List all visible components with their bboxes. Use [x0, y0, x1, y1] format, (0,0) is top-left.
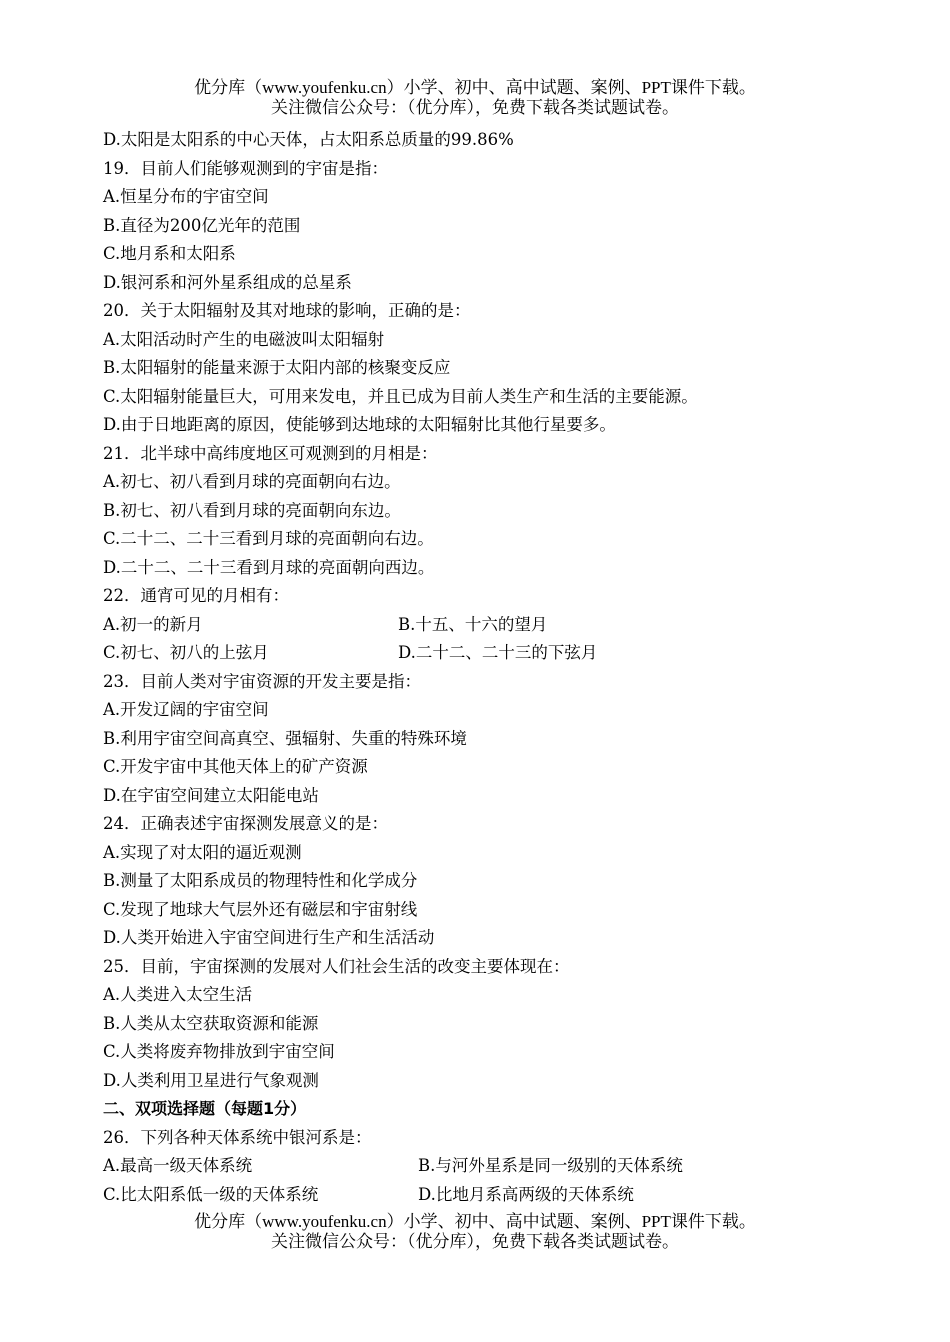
option-b: B.十五、十六的望月: [398, 614, 548, 634]
option-line: B.太阳辐射的能量来源于太阳内部的核聚变反应: [103, 358, 451, 377]
question-21: 21．北半球中高纬度地区可观测到的月相是：: [103, 443, 438, 463]
option-d: D.比地月系高两级的天体系统: [418, 1184, 634, 1204]
question-23: 23．目前人类对宇宙资源的开发主要是指：: [103, 671, 421, 691]
option-row: [103, 1152, 923, 1181]
option-a: A.最高一级天体系统: [103, 1156, 253, 1175]
option-line: B.人类从太空获取资源和能源: [103, 1013, 319, 1033]
option-line: B.直径为200亿光年的范围: [103, 215, 301, 235]
option-line: A.人类进入太空生活: [103, 985, 253, 1004]
option-line: D.在宇宙空间建立太阳能电站: [103, 785, 319, 805]
option-line: A.开发辽阔的宇宙空间: [103, 700, 269, 719]
header-line-1: 优分库（www.youfenku.cn）小学、初中、高中试题、案例、PPT课件下载。: [194, 78, 756, 97]
option-line: D.银河系和河外星系组成的总星系: [103, 272, 352, 292]
option-line: D.人类开始进入宇宙空间进行生产和生活活动: [103, 928, 435, 947]
option-c: C.比太阳系低一级的天体系统: [103, 1184, 319, 1204]
option-line: A.太阳活动时产生的电磁波叫太阳辐射: [103, 329, 385, 349]
question-25: 25．目前，宇宙探测的发展对人们社会生活的改变主要体现在：: [103, 956, 570, 976]
option-line: D.由于日地距离的原因，使能够到达地球的太阳辐射比其他行星要多。: [103, 415, 616, 434]
option-line: B.利用宇宙空间高真空、强辐射、失重的特殊环境: [103, 728, 467, 748]
question-24: 24．正确表述宇宙探测发展意义的是：: [103, 814, 388, 833]
option-b: B.与河外星系是同一级别的天体系统: [418, 1156, 683, 1175]
question-20: 20．关于太阳辐射及其对地球的影响，正确的是：: [103, 301, 471, 320]
footer-line-2: 关注微信公众号：（优分库），免费下载各类试题试卷。: [271, 1232, 679, 1251]
option-line: B.初七、初八看到月球的亮面朝向东边。: [103, 500, 401, 520]
footer-line-1: 优分库（www.youfenku.cn）小学、初中、高中试题、案例、PPT课件下载。: [194, 1212, 756, 1231]
option-line: A.恒星分布的宇宙空间: [103, 187, 269, 206]
option-row: [103, 639, 923, 668]
option-line: C.地月系和太阳系: [103, 244, 236, 263]
option-line: C.开发宇宙中其他天体上的矿产资源: [103, 757, 368, 776]
option-line: C.发现了地球大气层外还有磁层和宇宙射线: [103, 899, 418, 919]
option-line: D.二十二、二十三看到月球的亮面朝向西边。: [103, 557, 435, 577]
document-body: [103, 126, 923, 1209]
option-line: D.太阳是太阳系的中心天体，占太阳系总质量的99.86%: [103, 130, 514, 149]
option-row: [103, 611, 923, 640]
option-row: [103, 1181, 923, 1210]
option-line: A.实现了对太阳的逼近观测: [103, 842, 302, 862]
option-d: D.二十二、二十三的下弦月: [398, 643, 598, 662]
option-c: C.初七、初八的上弦月: [103, 643, 269, 662]
question-22: 22．通宵可见的月相有：: [103, 586, 289, 605]
option-line: B.测量了太阳系成员的物理特性和化学成分: [103, 871, 418, 890]
question-26: 26．下列各种天体系统中银河系是：: [103, 1127, 372, 1147]
option-line: C.太阳辐射能量巨大，可用来发电，并且已成为目前人类生产和生活的主要能源。: [103, 386, 698, 406]
option-a: A.初一的新月: [103, 614, 203, 634]
option-line: C.人类将废弃物排放到宇宙空间: [103, 1042, 335, 1061]
option-line: A.初七、初八看到月球的亮面朝向右边。: [103, 472, 401, 491]
question-19: 19．目前人们能够观测到的宇宙是指：: [103, 158, 388, 178]
option-line: C.二十二、二十三看到月球的亮面朝向右边。: [103, 529, 434, 548]
section-heading: 二、双项选择题（每题1分）: [103, 1099, 307, 1118]
header-line-2: 关注微信公众号：（优分库），免费下载各类试题试卷。: [271, 98, 679, 117]
option-line: D.人类利用卫星进行气象观测: [103, 1070, 319, 1090]
